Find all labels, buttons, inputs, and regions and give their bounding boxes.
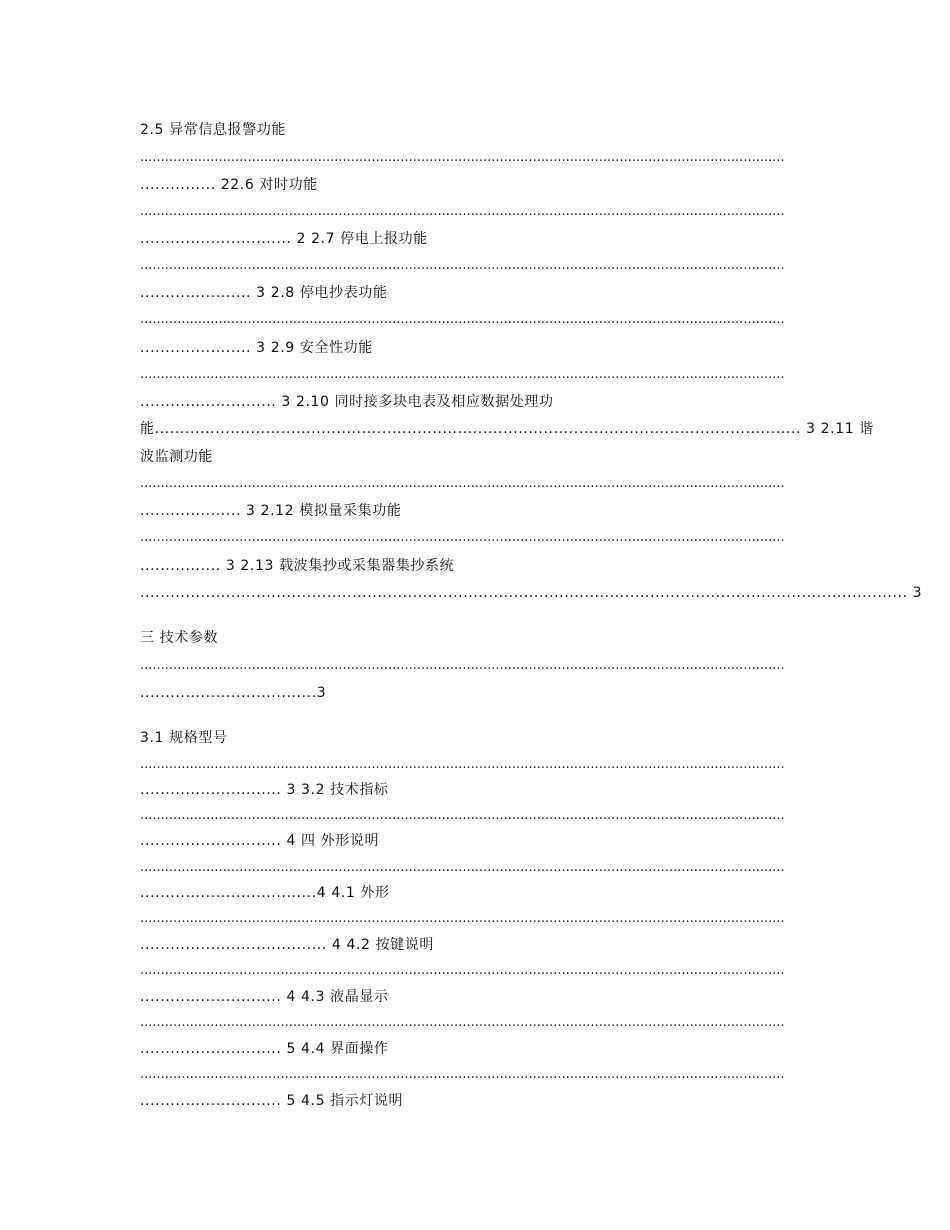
toc-entry-4-3: ............................ 4 4.3 液晶显示 (140, 989, 389, 1005)
toc-entry-2-11-continued: 波监测功能 (140, 449, 213, 465)
toc-entry-3-1: 3.1 规格型号 (140, 730, 228, 746)
toc-entry-2-5: 2.5 异常信息报警功能 (140, 122, 286, 138)
toc-leader-line: ............................................................................................................................................................ (140, 860, 785, 875)
toc-entry-3-2: ............................ 3 3.2 技术指标 (140, 782, 389, 798)
toc-entry-2-10: ........................... 3 2.10 同时接多块电表及相应数据处理功 (140, 394, 554, 410)
toc-entry-4-2: ..................................... 4 4.2 按键说明 (140, 937, 434, 953)
toc-entry-2-13-page: ........................................................................................................................................................ 3 (140, 585, 923, 601)
toc-leader-line: ............................................................................................................................................................ (140, 808, 785, 823)
toc-entry-2-7: .............................. 2 2.7 停电上报功能 (140, 231, 428, 247)
toc-leader-line: ............................................................................................................................................................ (140, 367, 785, 382)
toc-entry-4-5: ............................ 5 4.5 指示灯说明 (140, 1093, 404, 1109)
toc-leader-line: ............................................................................................................................................................ (140, 258, 785, 273)
toc-entry-2-11: 能................................................................................................................................ 3 2.11 谐 (140, 421, 874, 437)
toc-leader-line: ............................................................................................................................................................ (140, 658, 785, 673)
toc-leader-line: ............................................................................................................................................................ (140, 1015, 785, 1030)
toc-entry-2-6: ............... 22.6 对时功能 (140, 177, 318, 193)
toc-entry-section-4: ............................ 4 四 外形说明 (140, 833, 380, 849)
toc-leader-line: ............................................................................................................................................................ (140, 757, 785, 772)
toc-entry-section-3: 三 技术参数 (140, 630, 219, 646)
toc-leader-line: ............................................................................................................................................................ (140, 911, 785, 926)
toc-leader-line: ............................................................................................................................................................ (140, 476, 785, 491)
toc-entry-4-4: ............................ 5 4.4 界面操作 (140, 1041, 389, 1057)
toc-leader-line: ............................................................................................................................................................ (140, 963, 785, 978)
toc-entry-4-1: ...................................4 4.1 外形 (140, 885, 390, 901)
toc-entry-2-13: ................ 3 2.13 载波集抄或采集器集抄系统 (140, 558, 455, 574)
toc-entry-2-8: ...................... 3 2.8 停电抄表功能 (140, 285, 388, 301)
toc-entry-2-12: .................... 3 2.12 模拟量采集功能 (140, 503, 402, 519)
toc-leader-line: ............................................................................................................................................................ (140, 530, 785, 545)
toc-leader-line: ............................................................................................................................................................ (140, 312, 785, 327)
toc-entry-section-3-page: ...................................3 (140, 685, 327, 701)
toc-leader-line: ............................................................................................................................................................ (140, 204, 785, 219)
toc-leader-line: ............................................................................................................................................................ (140, 1067, 785, 1082)
toc-entry-2-9: ...................... 3 2.9 安全性功能 (140, 340, 373, 356)
toc-leader-line: ............................................................................................................................................................ (140, 150, 785, 165)
